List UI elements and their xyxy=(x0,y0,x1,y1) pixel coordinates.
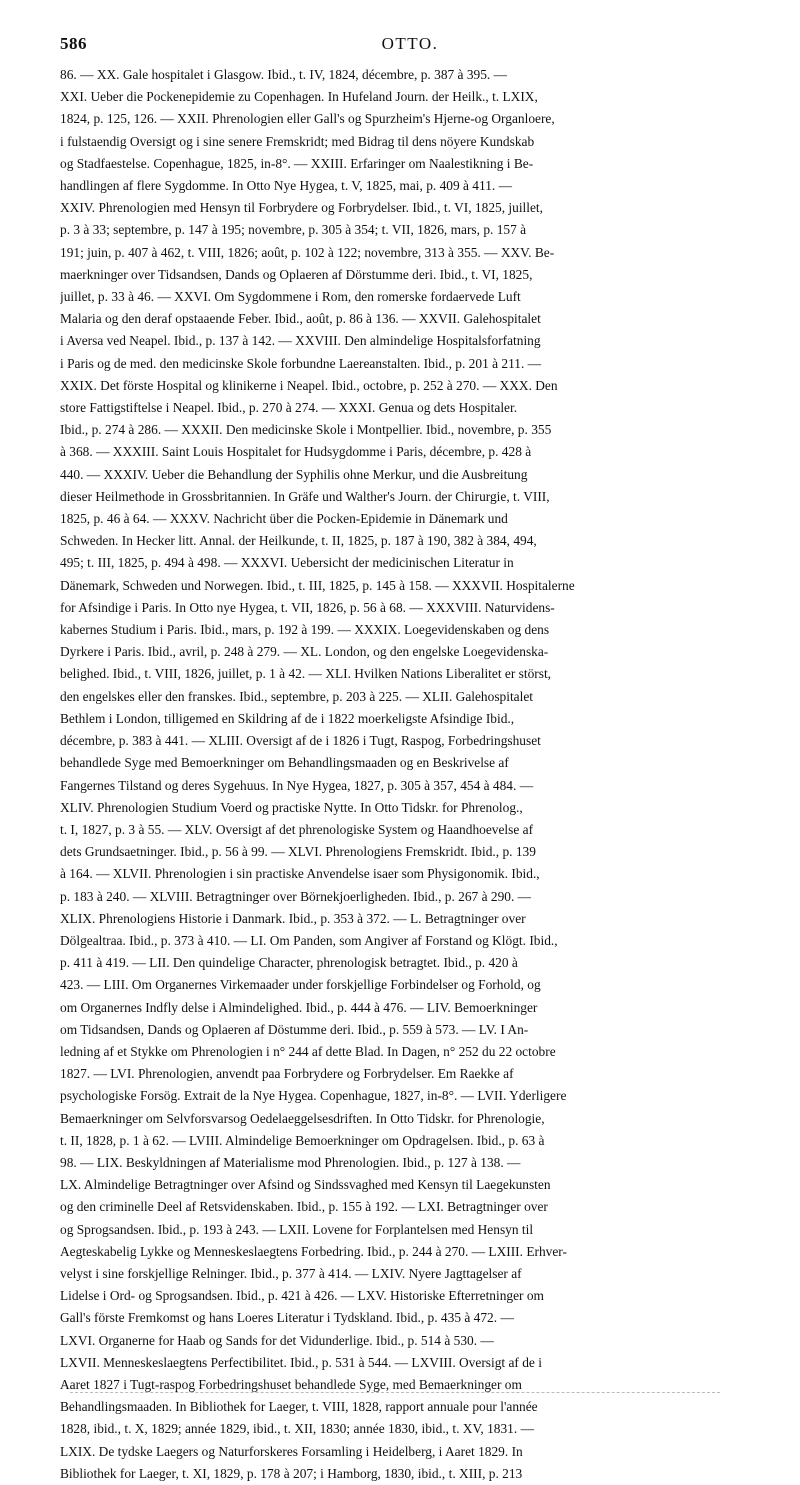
text-line: XLIV. Phrenologien Studium Voerd og practiske Nytte. In Otto Tidskr. for Phrenolog., xyxy=(60,799,523,815)
text-line: Aaret 1827 i Tugt-raspog Forbedringshuset behandlede Syge, med Bemaerkninger om xyxy=(60,1376,522,1392)
text-line: 191; juin, p. 407 à 462, t. VIII, 1826; août, p. 102 à 122; novembre, 313 à 355. — XXV. Be- xyxy=(60,244,555,260)
text-line: store Fattigstiftelse i Neapel. Ibid., p. 270 à 274. — XXXI. Genua og dets Hospitaler. xyxy=(60,400,518,416)
text-line: og Stadfaestelse. Copenhague, 1825, in-8°. — XXIII. Erfaringer om Naalestikning i Be- xyxy=(60,155,534,171)
text-line: dets Grundsaetninger. Ibid., p. 56 à 99. — XLVI. Phrenologiens Fremskridt. Ibid., p. 139 xyxy=(60,844,536,860)
text-line: belighed. Ibid., t. VIII, 1826, juillet, p. 1 à 42. — XLI. Hvilken Nations Liberalitet er störst, xyxy=(60,666,552,682)
text-line: t. II, 1828, p. 1 à 62. — LVIII. Almindelige Bemoerkninger om Opdragelsen. Ibid., p. 63 à xyxy=(60,1132,545,1148)
text-line: LXVII. Menneskeslaegtens Perfectibilitet. Ibid., p. 531 à 544. — LXVIII. Oversigt af de i xyxy=(60,1354,542,1370)
text-line: Dänemark, Schweden und Norwegen. Ibid., t. III, 1825, p. 145 à 158. — XXXVII. Hospitalerne xyxy=(60,577,575,593)
text-line: LXVI. Organerne for Haab og Sands for det Vidunderlige. Ibid., p. 514 à 530. — xyxy=(60,1332,494,1348)
text-line: t. I, 1827, p. 3 à 55. — XLV. Oversigt af det phrenologiske System og Haandhoevelse af xyxy=(60,821,534,837)
text-line: Lidelse i Ord- og Sprogsandsen. Ibid., p. 421 à 426. — LXV. Historiske Efterretninger om xyxy=(60,1288,544,1304)
page-number: 586 xyxy=(60,34,87,53)
text-line: LXIX. De tydske Laegers og Naturforskeres Forsamling i Heidelberg, i Aaret 1829. In xyxy=(60,1443,523,1459)
text-line: i fulstaendig Oversigt og i sine senere Fremskridt; med Bidrag til dens nöyere Kundskab xyxy=(60,133,535,149)
text-line: kabernes Studium i Paris. Ibid., mars, p. 192 à 199. — XXXIX. Loegevidenskaben og dens xyxy=(60,622,550,638)
text-line: Aegteskabelig Lykke og Menneskeslaegtens Forbedring. Ibid., p. 244 à 270. — LXIII. Erhver- xyxy=(60,1243,567,1259)
text-line: p. 411 à 419. — LII. Den quindelige Character, phrenologisk betragtet. Ibid., p. 420 à xyxy=(60,955,518,971)
text-line: XLIX. Phrenologiens Historie i Danmark. Ibid., p. 353 à 372. — L. Betragtninger over xyxy=(60,910,526,926)
text-line: behandlede Syge med Bemoerkninger om Behandlingsmaaden og en Beskrivelse af xyxy=(60,755,509,771)
text-line: ledning af et Stykke om Phrenologien i n° 244 af dette Blad. In Dagen, n° 252 du 22 octobre xyxy=(60,1043,556,1059)
text-line: 1825, p. 46 à 64. — XXXV. Nachricht über die Pocken-Epidemie in Dänemark und xyxy=(60,511,508,527)
text-line: velyst i sine forskjellige Relninger. Ibid., p. 377 à 414. — LXIV. Nyere Jagttagelser af xyxy=(60,1265,522,1281)
text-line: for Afsindige i Paris. In Otto nye Hygea, t. VII, 1826, p. 56 à 68. — XXXVIII. Naturvidens- xyxy=(60,599,555,615)
text-line: 423. — LIII. Om Organernes Virkemaader under forskjellige Forbindelser og Forhold, og xyxy=(60,977,541,993)
text-line: p. 183 à 240. — XLVIII. Betragtninger over Börnekjoerligheden. Ibid., p. 267 à 290. — xyxy=(60,888,532,904)
text-line: XXIX. Det förste Hospital og klinikerne i Neapel. Ibid., octobre, p. 252 à 270. — XXX. Den xyxy=(60,377,558,393)
text-line: dieser Heilmethode in Grossbritannien. In Gräfe und Walther's Journ. der Chirurgie, t. VIII, xyxy=(60,488,550,504)
text-line: 440. — XXXIV. Ueber die Behandlung der Syphilis ohne Merkur, und die Ausbreitung xyxy=(60,466,528,482)
text-line: handlingen af flere Sygdomme. In Otto Nye Hygea, t. V, 1825, mai, p. 409 à 411. — xyxy=(60,178,512,194)
text-line: maerkninger over Tidsandsen, Dands og Oplaeren af Dörstumme deri. Ibid., t. VI, 1825, xyxy=(60,266,533,282)
text-line: og Sprogsandsen. Ibid., p. 193 à 243. — LXII. Lovene for Forplantelsen med Hensyn til xyxy=(60,1221,534,1237)
text-line: Ibid., p. 274 à 286. — XXXII. Den medicinske Skole i Montpellier. Ibid., novembre, p. 355 xyxy=(60,422,552,438)
text-line: 495; t. III, 1825, p. 494 à 498. — XXXVI. Uebersicht der medicinischen Literatur in xyxy=(60,555,514,571)
text-line: Schweden. In Hecker litt. Annal. der Heilkunde, t. II, 1825, p. 187 à 190, 382 à 384, 494, xyxy=(60,533,537,549)
text-line: à 368. — XXXIII. Saint Louis Hospitalet for Hudsygdomme i Paris, décembre, p. 428 à xyxy=(60,444,532,460)
text-line: 98. — LIX. Beskyldningen af Materialisme mod Phrenologien. Ibid., p. 127 à 138. — xyxy=(60,1154,521,1170)
text-line: om Organernes Indfly delse i Almindelighed. Ibid., p. 444 à 476. — LIV. Bemoerkninger xyxy=(60,999,538,1015)
text-line: i Aversa ved Neapel. Ibid., p. 137 à 142. — XXVIII. Den almindelige Hospitalsforfatning xyxy=(60,333,541,349)
text-line: XXI. Ueber die Pockenepidemie zu Copenhagen. In Hufeland Journ. der Heilk., t. LXIX, xyxy=(60,89,538,105)
text-line: 1827. — LVI. Phrenologien, anvendt paa Forbrydere og Forbrydelser. Em Raekke af xyxy=(60,1066,514,1082)
running-head xyxy=(60,34,760,64)
text-line: à 164. — XLVII. Phrenologien i sin practiske Anvendelse isaer som Physigonomik. Ibid., xyxy=(60,866,540,882)
text-line: Gall's förste Fremkomst og hans Loeres Literatur i Tydskland. Ibid., p. 435 à 472. — xyxy=(60,1310,514,1326)
text-line: den engelskes eller den franskes. Ibid., septembre, p. 203 à 225. — XLII. Galehospitalet xyxy=(60,688,533,704)
text-line: 86. — XX. Gale hospitalet i Glasgow. Ibid., t. IV, 1824, décembre, p. 387 à 395. — xyxy=(60,67,508,82)
text-line: décembre, p. 383 à 441. — XLIII. Oversigt af de i 1826 i Tugt, Raspog, Forbedringshuset xyxy=(60,733,541,749)
document-page xyxy=(60,34,760,1485)
bibliography-text xyxy=(60,64,760,1485)
text-line: LX. Almindelige Betragtninger over Afsind og Sindssvaghed med Kensyn til Laegekunsten xyxy=(60,1177,551,1193)
text-line: Dölgealtraa. Ibid., p. 373 à 410. — LI. Om Panden, som Angiver af Forstand og Klögt. Ibid., xyxy=(60,932,558,948)
text-line: 1828, ibid., t. X, 1829; année 1829, ibid., t. XII, 1830; année 1830, ibid., t. XV, 1831. — xyxy=(60,1421,534,1437)
text-line: 1824, p. 125, 126. — XXII. Phrenologien eller Gall's og Spurzheim's Hjerne-og Organloere, xyxy=(60,111,555,127)
text-line: Behandlingsmaaden. In Bibliothek for Laeger, t. VIII, 1828, rapport annuale pour l'année xyxy=(60,1399,538,1415)
text-line: Dyrkere i Paris. Ibid., avril, p. 248 à 279. — XL. London, og den engelske Loegevidenska- xyxy=(60,644,549,660)
text-line: Fangernes Tilstand og deres Sygehuus. In Nye Hygea, 1827, p. 305 à 357, 454 à 484. — xyxy=(60,777,534,793)
text-line: om Tidsandsen, Dands og Oplaeren af Döstumme deri. Ibid., p. 559 à 573. — LV. I An- xyxy=(60,1021,529,1037)
text-line: Bethlem i London, tilligemed en Skildring af de i 1822 moerkeligste Afsindige Ibid., xyxy=(60,710,515,726)
running-title: OTTO. xyxy=(381,34,439,53)
text-line: i Paris og de med. den medicinske Skole forbundne Laereanstalten. Ibid., p. 201 à 211. — xyxy=(60,355,542,371)
footer-divider xyxy=(70,1392,720,1393)
text-line: psychologiske Forsög. Extrait de la Nye Hygea. Copenhague, 1827, in-8°. — LVII. Yderligere xyxy=(60,1088,567,1104)
text-line: XXIV. Phrenologien med Hensyn til Forbrydere og Forbrydelser. Ibid., t. VI, 1825, juillet, xyxy=(60,200,543,216)
text-line: juillet, p. 33 à 46. — XXVI. Om Sygdommene i Rom, den romerske fordaervede Luft xyxy=(60,289,521,305)
text-line: Bemaerkninger om Selvforsvarsog Oedelaeggelsesdriften. In Otto Tidskr. for Phrenologie, xyxy=(60,1110,545,1126)
text-line: og den criminelle Deel af Retsvidenskaben. Ibid., p. 155 à 192. — LXI. Betragtninger over xyxy=(60,1199,548,1215)
text-line: Bibliothek for Laeger, t. XI, 1829, p. 178 à 207; i Hamborg, 1830, ibid., t. XIII, p. 213 xyxy=(60,1465,523,1481)
text-line: Malaria og den deraf opstaaende Feber. Ibid., août, p. 86 à 136. — XXVII. Galehospitalet xyxy=(60,311,541,327)
text-line: p. 3 à 33; septembre, p. 147 à 195; novembre, p. 305 à 354; t. VII, 1826, mars, p. 157 à xyxy=(60,222,527,238)
